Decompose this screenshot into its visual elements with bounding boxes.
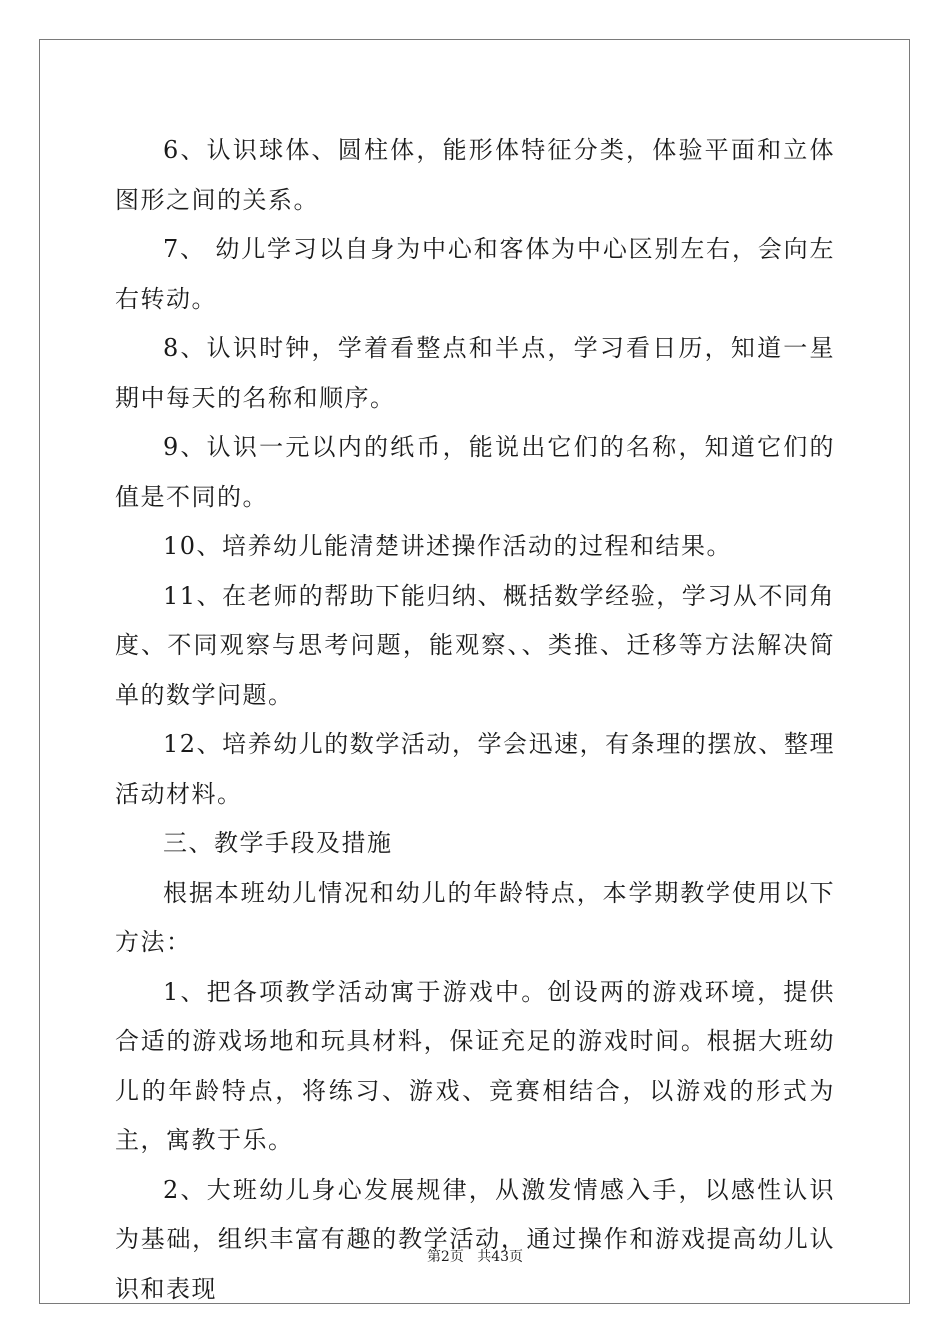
paragraph-item-11: 11、在老师的帮助下能归纳、概括数学经验，学习从不同角度、不同观察与思考问题，能观察、、类推、迁移等方法解决简单的数学问题。: [115, 581, 835, 709]
page-footer: [0, 1246, 950, 1266]
paragraph-item-7: 7、 幼儿学习以自身为中心和客体为中心区别左右，会向左右转动。: [115, 235, 835, 313]
paragraph-item-8: 8、认识时钟，学着看整点和半点，学习看日历，知道一星期中每天的名称和顺序。: [115, 334, 835, 412]
paragraph-item-6: 6、认识球体、圆柱体，能形体特征分类，体验平面和立体图形之间的关系。: [115, 136, 835, 214]
paragraph-item-9: 9、认识一元以内的纸币，能说出它们的名称，知道它们的值是不同的。: [115, 433, 835, 511]
document-body: [115, 126, 835, 1314]
paragraph-item-12: 12、培养幼儿的数学活动，学会迅速，有条理的摆放、整理活动材料。: [115, 730, 835, 808]
method-item-1: 1、把各项教学活动寓于游戏中。创设两的游戏环境，提供合适的游戏场地和玩具材料，保证充足的游戏时间。根据大班幼儿的年龄特点，将练习、游戏、竞赛相结合，以游戏的形式为主，寓教于乐。: [115, 977, 835, 1154]
total-pages: 共43页: [477, 1249, 524, 1265]
method-item-2: 2、大班幼儿身心发展规律，从激发情感入手，以感性认识为基础，组织丰富有趣的教学活动，通过操作和游戏提高幼儿认识和表现: [115, 1175, 835, 1303]
section-heading: 三、教学手段及措施: [163, 829, 393, 857]
section-intro: 根据本班幼儿情况和幼儿的年龄特点，本学期教学使用以下方法：: [115, 878, 835, 956]
paragraph-item-10: 10、培养幼儿能清楚讲述操作活动的过程和结果。: [163, 532, 733, 560]
page-number: 第2页: [426, 1249, 464, 1265]
